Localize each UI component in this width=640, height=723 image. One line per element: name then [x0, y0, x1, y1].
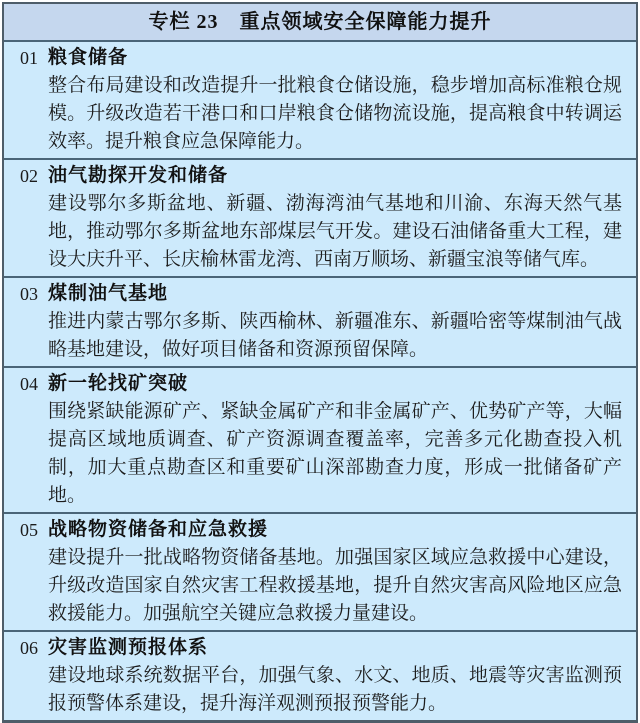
box-panel — [2, 2, 638, 723]
section-mineral-prospecting — [4, 366, 636, 512]
section-heading: 粮食储备 — [48, 47, 129, 68]
section-strategic-reserves-rescue — [4, 512, 636, 630]
section-body-text: 整合布局建设和改造提升一批粮食仓储设施，稳步增加高标准粮仓规模。升级改造若干港口和口岸粮食仓储物流设施，提高粮食中转调运效率。提升粮食应急保障能力。 — [48, 75, 622, 152]
section-body-text: 建设提升一批战略物资储备基地。加强国家区域应急救援中心建设，升级改造国家自然灾害工程救援基地，提升自然灾害高风险地区应急救援能力。加强航空关键应急救援力量建设。 — [48, 547, 622, 624]
section-number: 03 — [20, 284, 38, 304]
section-heading: 煤制油气基地 — [48, 283, 169, 304]
section-header — [20, 634, 622, 662]
section-number: 04 — [20, 374, 38, 394]
section-disaster-monitoring — [4, 630, 636, 720]
box-title: 专栏 23 重点领域安全保障能力提升 — [4, 4, 636, 42]
section-body-text: 推进内蒙古鄂尔多斯、陕西榆林、新疆准东、新疆哈密等煤制油气战略基地建设，做好项目储备和资源预留保障。 — [48, 311, 622, 360]
section-number: 05 — [20, 520, 38, 540]
section-heading: 灾害监测预报体系 — [48, 637, 209, 658]
section-body-text: 围绕紧缺能源矿产、紧缺金属矿产和非金属矿产、优势矿产等，大幅提高区域地质调查、矿产资源调查覆盖率，完善多元化勘查投入机制，加大重点勘查区和重要矿山深部勘查力度，形成一批储备矿产地。 — [48, 401, 622, 506]
section-header — [20, 370, 622, 398]
section-header — [20, 280, 622, 308]
section-number: 06 — [20, 638, 38, 658]
section-heading: 新一轮找矿突破 — [48, 373, 189, 394]
section-body-text: 建设地球系统数据平台，加强气象、水文、地质、地震等灾害监测预报预警体系建设，提升海洋观测预报预警能力。 — [48, 665, 622, 714]
section-header — [20, 516, 622, 544]
section-coal-to-oil-gas-bases — [4, 276, 636, 366]
section-header — [20, 162, 622, 190]
section-number: 02 — [20, 166, 38, 186]
section-grain-reserves — [4, 42, 636, 158]
section-oil-gas-exploration — [4, 158, 636, 276]
section-number: 01 — [20, 48, 38, 68]
section-heading: 油气勘探开发和储备 — [48, 165, 229, 186]
section-header — [20, 44, 622, 72]
section-body-text: 建设鄂尔多斯盆地、新疆、渤海湾油气基地和川渝、东海天然气基地，推动鄂尔多斯盆地东部煤层气开发。建设石油储备重大工程，建设大庆升平、长庆榆林雷龙湾、西南万顺场、新疆宝浪等储气库。 — [48, 193, 622, 270]
section-heading: 战略物资储备和应急救援 — [48, 519, 269, 540]
